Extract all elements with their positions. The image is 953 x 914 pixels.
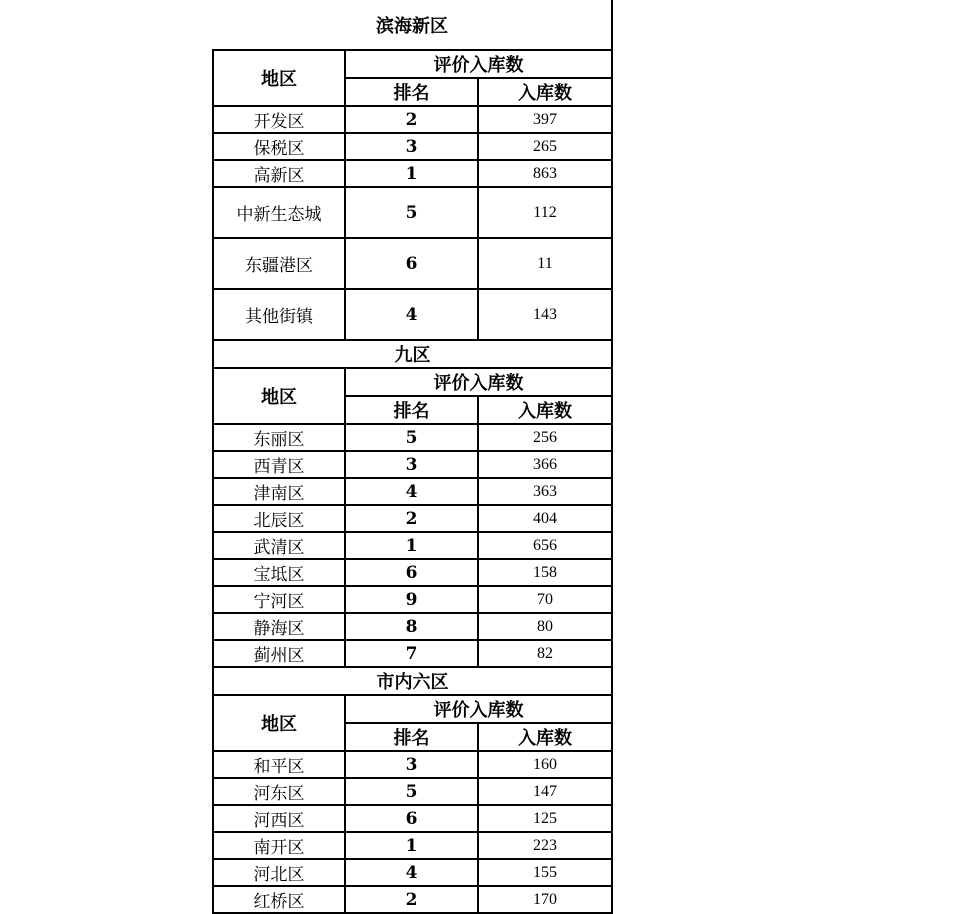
count-cell: 82 — [478, 640, 612, 667]
section-title: 市内六区 — [213, 667, 612, 695]
group-header: 评价入库数 — [345, 50, 612, 78]
rank-cell: 6 — [345, 238, 478, 289]
table-row — [213, 106, 612, 133]
region-name-cell: 开发区 — [213, 106, 345, 133]
count-header: 入库数 — [478, 396, 612, 424]
region-name-cell: 北辰区 — [213, 505, 345, 532]
region-name-cell: 东疆港区 — [213, 238, 345, 289]
count-cell: 366 — [478, 451, 612, 478]
count-cell: 170 — [478, 886, 612, 913]
count-cell: 363 — [478, 478, 612, 505]
rank-cell: 9 — [345, 586, 478, 613]
region-name-cell: 中新生态城 — [213, 187, 345, 238]
table-row — [213, 778, 612, 805]
table-row — [213, 613, 612, 640]
table-row — [213, 532, 612, 559]
region-name-cell: 和平区 — [213, 751, 345, 778]
table-row — [213, 160, 612, 187]
count-cell: 125 — [478, 805, 612, 832]
region-name-cell: 宁河区 — [213, 586, 345, 613]
group-header: 评价入库数 — [345, 368, 612, 396]
count-cell: 70 — [478, 586, 612, 613]
count-header: 入库数 — [478, 78, 612, 106]
rank-cell: 4 — [345, 289, 478, 340]
rank-cell: 5 — [345, 424, 478, 451]
region-name-cell: 河东区 — [213, 778, 345, 805]
rank-header: 排名 — [345, 723, 478, 751]
stats-table — [212, 0, 613, 914]
region-name-cell: 高新区 — [213, 160, 345, 187]
count-cell: 112 — [478, 187, 612, 238]
rank-cell: 5 — [345, 187, 478, 238]
region-name-cell: 保税区 — [213, 133, 345, 160]
count-cell: 160 — [478, 751, 612, 778]
table-row — [213, 289, 612, 340]
rank-cell: 2 — [345, 886, 478, 913]
group-header: 评价入库数 — [345, 695, 612, 723]
region-name-cell: 河西区 — [213, 805, 345, 832]
count-header: 入库数 — [478, 723, 612, 751]
region-name-cell: 静海区 — [213, 613, 345, 640]
table-row — [213, 640, 612, 667]
table-row — [213, 505, 612, 532]
table-row — [213, 451, 612, 478]
rank-cell: 7 — [345, 640, 478, 667]
region-name-cell: 南开区 — [213, 832, 345, 859]
region-name-cell: 蓟州区 — [213, 640, 345, 667]
rank-cell: 3 — [345, 751, 478, 778]
region-header: 地区 — [213, 50, 345, 106]
rank-cell: 1 — [345, 532, 478, 559]
count-cell: 397 — [478, 106, 612, 133]
section-title: 九区 — [213, 340, 612, 368]
table-row — [213, 886, 612, 913]
region-name-cell: 红桥区 — [213, 886, 345, 913]
region-name-cell: 武清区 — [213, 532, 345, 559]
table-row — [213, 238, 612, 289]
count-cell: 256 — [478, 424, 612, 451]
region-header: 地区 — [213, 368, 345, 424]
count-cell: 11 — [478, 238, 612, 289]
table-row — [213, 133, 612, 160]
rank-cell: 4 — [345, 478, 478, 505]
region-name-cell: 河北区 — [213, 859, 345, 886]
count-cell: 265 — [478, 133, 612, 160]
count-cell: 223 — [478, 832, 612, 859]
region-name-cell: 其他街镇 — [213, 289, 345, 340]
region-name-cell: 津南区 — [213, 478, 345, 505]
section-title: 滨海新区 — [213, 0, 612, 50]
rank-header: 排名 — [345, 78, 478, 106]
rank-cell: 6 — [345, 805, 478, 832]
rank-cell: 1 — [345, 160, 478, 187]
table-row — [213, 187, 612, 238]
rank-cell: 8 — [345, 613, 478, 640]
table-row — [213, 478, 612, 505]
rank-cell: 6 — [345, 559, 478, 586]
rank-cell: 2 — [345, 106, 478, 133]
table-row — [213, 832, 612, 859]
spreadsheet — [212, 0, 612, 914]
count-cell: 404 — [478, 505, 612, 532]
rank-cell: 4 — [345, 859, 478, 886]
table-row — [213, 805, 612, 832]
count-cell: 80 — [478, 613, 612, 640]
rank-cell: 3 — [345, 451, 478, 478]
table-row — [213, 859, 612, 886]
rank-cell: 1 — [345, 832, 478, 859]
count-cell: 863 — [478, 160, 612, 187]
region-name-cell: 西青区 — [213, 451, 345, 478]
count-cell: 158 — [478, 559, 612, 586]
region-header: 地区 — [213, 695, 345, 751]
count-cell: 155 — [478, 859, 612, 886]
table-row — [213, 559, 612, 586]
count-cell: 147 — [478, 778, 612, 805]
rank-header: 排名 — [345, 396, 478, 424]
count-cell: 656 — [478, 532, 612, 559]
region-name-cell: 东丽区 — [213, 424, 345, 451]
rank-cell: 5 — [345, 778, 478, 805]
rank-cell: 2 — [345, 505, 478, 532]
rank-cell: 3 — [345, 133, 478, 160]
table-row — [213, 424, 612, 451]
count-cell: 143 — [478, 289, 612, 340]
table-row — [213, 586, 612, 613]
table-row — [213, 751, 612, 778]
region-name-cell: 宝坻区 — [213, 559, 345, 586]
